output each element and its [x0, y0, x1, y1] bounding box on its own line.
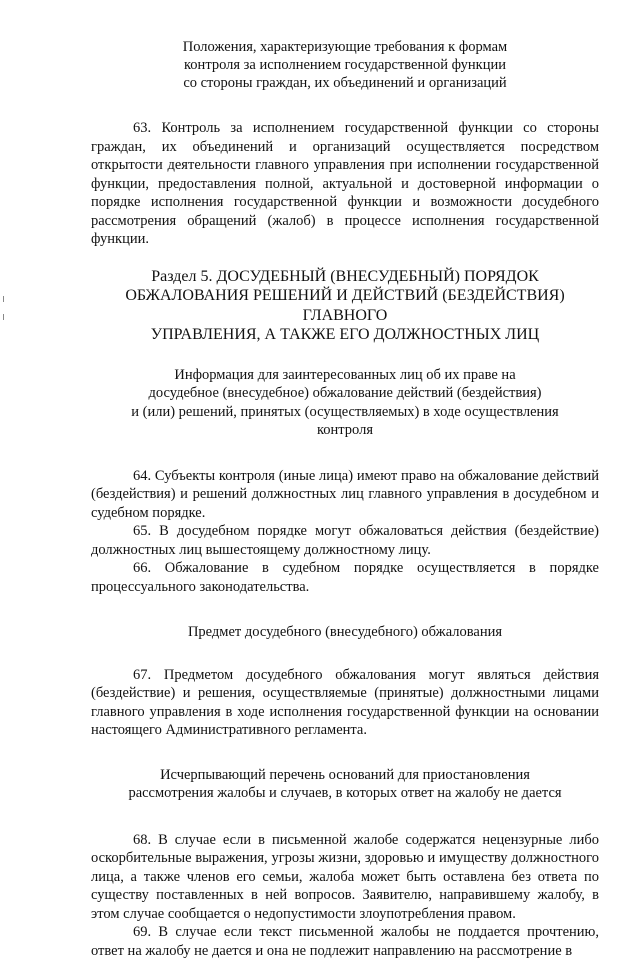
paragraph-64: 64. Субъекты контроля (иные лица) имеют право на обжалование действий (бездействия) и решений должностных лиц главного управления в досудебном и судебном порядке.: [91, 467, 599, 521]
section-title-line: Раздел 5. ДОСУДЕБНЫЙ (ВНЕСУДЕБНЫЙ) ПОРЯДОК: [151, 267, 539, 285]
heading-line: Информация для заинтересованных лиц об их праве на: [174, 366, 516, 383]
heading-line: досудебное (внесудебное) обжалование действий (бездействия): [148, 385, 542, 401]
heading-line: контроля: [316, 422, 374, 438]
section-title-line: ОБЖАЛОВАНИЯ РЕШЕНИЙ И ДЕЙСТВИЙ (БЕЗДЕЙСТВИЯ) ГЛАВНОГО: [125, 287, 565, 324]
paragraph-66: 66. Обжалование в судебном порядке осуществляется в порядке процессуального законодательства.: [91, 560, 599, 595]
paragraph-69: 69. В случае если текст письменной жалобы не поддается прочтению, ответ на жалобу не дается и она не подлежит направлению на рассмотрение в: [91, 924, 599, 959]
heading-appeal-subject: Предмет досудебного (внесудебного) обжалования: [187, 624, 503, 640]
heading-line: Исчерпывающий перечень оснований для приостановления: [160, 766, 530, 783]
heading-line: со стороны граждан, их объединений и организаций: [183, 75, 507, 91]
heading-line: Положения, характеризующие требования к формам: [182, 39, 508, 55]
paragraph-68: 68. В случае если в письменной жалобе содержатся нецензурные либо оскорбительные выражения, угрозы жизни, здоровью и имуществу должностного лица, а также членов его семьи, жалоба может быть оставлена без ответа по существу поставленных в ней вопросов. Заявителю, направившему жалобу, в этом случае сообщается о недопустимости злоупотребления правом.: [91, 831, 599, 922]
scan-edge-mark: [3, 296, 4, 302]
heading-line: и (или) решений, принятых (осуществляемых) в ходе осуществления: [131, 403, 559, 420]
heading-line: контроля за исполнением государственной функции: [184, 57, 506, 73]
scan-edge-mark: [3, 314, 4, 320]
paragraph-65: 65. В досудебном порядке могут обжаловаться действия (бездействие) должностных лиц вышестоящему должностному лицу.: [91, 523, 599, 558]
heading-line: рассмотрения жалобы и случаев, в которых ответ на жалобу не дается: [128, 785, 562, 801]
section-5-title: [91, 267, 599, 345]
heading-control-forms: [91, 38, 599, 92]
heading-suspension-grounds: [91, 766, 599, 803]
paragraph-63: 63. Контроль за исполнением государственной функции со стороны граждан, их объединений и организаций осуществляется посредством открытости деятельности главного управления при исполнении государственной функции, предоставления полной, актуальной и достоверной информации о порядке исполнения государственной функции и возможности досудебного рассмотрения обращений (жалоб) в процессе исполнения государственной функции.: [91, 120, 599, 247]
paragraph-67: 67. Предметом досудебного обжалования могут являться действия (бездействие) и решения, осуществляемые (принятые) должностными лицами главного управления в ходе исполнения государственной функции на основании настоящего Административного регламента.: [91, 666, 599, 738]
heading-appeal-rights: [91, 366, 599, 440]
section-title-line: УПРАВЛЕНИЯ, А ТАКЖЕ ЕГО ДОЛЖНОСТНЫХ ЛИЦ: [150, 326, 540, 343]
